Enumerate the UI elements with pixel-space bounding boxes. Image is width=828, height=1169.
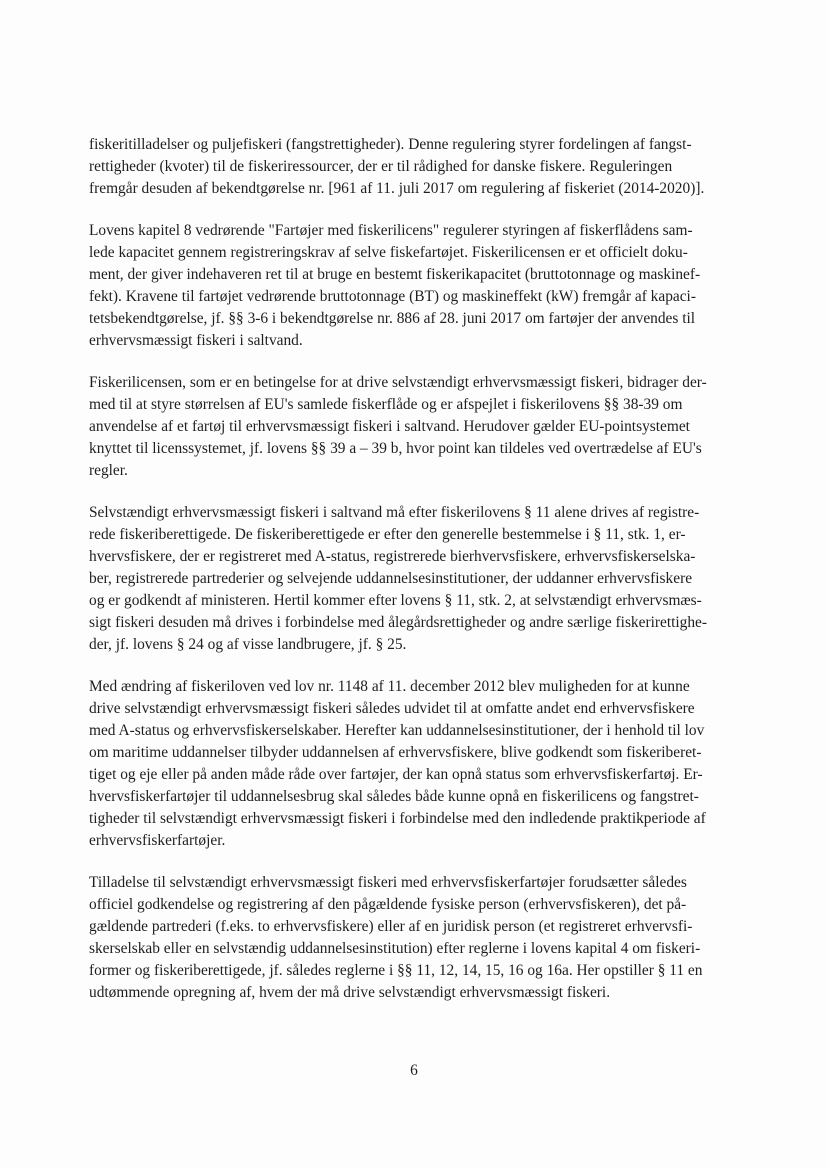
text-line: rettigheder (kvoter) til de fiskeriressourcer, der er til rådighed for danske fiskere. Reguleringen (89, 158, 673, 175)
text-line: om maritime uddannelser tilbyder uddannelsen af erhvervsfiskere, blive godkendt som fiskeriberet- (89, 744, 702, 761)
text-line: skerselskab eller en selvstændig uddannelsesinstitution) efter reglerne i lovens kapital 4 om fiskeri- (89, 940, 701, 957)
paragraph-1 (89, 134, 739, 200)
text-line: ber, registrerede partrederier og selvejende uddannelsesinstitutioner, der uddanner erhvervsfiskere (89, 570, 693, 587)
text-line: erhvervsfiskerfartøjer. (89, 832, 226, 849)
page-number: 6 (410, 1062, 418, 1079)
paragraph-6 (89, 872, 739, 1004)
text-line: sigt fiskeri desuden må drives i forbindelse med ålegårdsrettigheder og andre særlige fiskerirettighe- (89, 614, 707, 631)
paragraph-2 (89, 220, 739, 352)
paragraph-4 (89, 502, 739, 656)
text-line: rede fiskeriberettigede. De fiskeriberettigede er efter den generelle bestemmelse i § 11, stk. 1, er- (89, 526, 686, 543)
text-line: erhvervsmæssigt fiskeri i saltvand. (89, 332, 303, 349)
text-line: fiskeritilladelser og puljefiskeri (fangstrettigheder). Denne regulering styrer fordelingen af fangst- (89, 136, 692, 153)
text-line: hvervsfiskerfartøjer til uddannelsesbrug skal således både kunne opnå en fiskerilicens og fangstret- (89, 788, 699, 805)
text-line: med A-status og erhvervsfiskerselskaber. Herefter kan uddannelsesinstitutioner, der i henhold til lov (89, 722, 705, 739)
text-line: tiget og eje eller på anden måde råde over fartøjer, der kan opnå status som erhvervsfiskerfartøj. Er- (89, 766, 703, 783)
text-line: officiel godkendelse og registrering af den pågældende fysiske person (erhvervsfiskeren), det på- (89, 896, 687, 913)
text-line: Tilladelse til selvstændigt erhvervsmæssigt fiskeri med erhvervsfiskerfartøjer forudsætter således (89, 874, 687, 891)
text-line: former og fiskeriberettigede, jf. således reglerne i §§ 11, 12, 14, 15, 16 og 16a. Her opstiller § 11 en (89, 962, 703, 979)
text-line: Fiskerilicensen, som er en betingelse for at drive selvstændigt erhvervsmæssigt fiskeri, bidrager der- (89, 374, 707, 391)
text-line: ment, der giver indehaveren ret til at bruge en bestemt fiskerikapacitet (bruttotonnage og maskinef- (89, 266, 701, 283)
text-line: drive selvstændigt erhvervsmæssigt fiskeri således udvidet til at omfatte andet end erhvervsfiskere (89, 700, 695, 717)
text-line: Selvstændigt erhvervsmæssigt fiskeri i saltvand må efter fiskerilovens § 11 alene drives af registre- (89, 504, 700, 521)
text-line: Lovens kapitel 8 vedrørende "Fartøjer med fiskerilicens" regulerer styringen af fiskerflådens sam- (89, 222, 693, 239)
text-line: Med ændring af fiskeriloven ved lov nr. 1148 af 11. december 2012 blev muligheden for at kunne (89, 678, 690, 695)
text-line: fremgår desuden af bekendtgørelse nr. [961 af 11. juli 2017 om regulering af fiskeriet (2014-2020)]. (89, 180, 705, 197)
text-line: fekt). Kravene til fartøjet vedrørende bruttotonnage (BT) og maskineffekt (kW) fremgår af kapaci- (89, 288, 696, 305)
text-line: knyttet til licenssystemet, jf. lovens §§ 39 a – 39 b, hvor point kan tildeles ved overtrædelse af EU's (89, 440, 702, 457)
text-line: anvendelse af et fartøj til erhvervsmæssigt fiskeri i saltvand. Herudover gælder EU-pointsystemet (89, 418, 690, 435)
text-line: og er godkendt af ministeren. Hertil kommer efter lovens § 11, stk. 2, at selvstændigt erhvervsmæs- (89, 592, 702, 609)
text-line: gældende partrederi (f.eks. to erhvervsfiskere) eller af en juridisk person (et registreret erhvervsfi- (89, 918, 693, 935)
text-line: tigheder til selvstændigt erhvervsmæssigt fiskeri i forbindelse med den indledende praktikperiode af (89, 810, 706, 827)
document-body (89, 134, 739, 1024)
text-line: udtømmende opregning af, hvem der må drive selvstændigt erhvervsmæssigt fiskeri. (89, 984, 611, 1001)
text-line: tetsbekendtgørelse, jf. §§ 3-6 i bekendtgørelse nr. 886 af 28. juni 2017 om fartøjer der anvendes til (89, 310, 696, 327)
text-line: der, jf. lovens § 24 og af visse landbrugere, jf. § 25. (89, 636, 407, 653)
text-line: hvervsfiskere, der er registreret med A-status, registrerede bierhvervsfiskere, erhvervsfiskerselska- (89, 548, 696, 565)
text-line: med til at styre størrelsen af EU's samlede fiskerflåde og er afspejlet i fiskerilovens §§ 38-39 om (89, 396, 683, 413)
paragraph-5 (89, 676, 739, 852)
text-line: lede kapacitet gennem registreringskrav af selve fiskefartøjet. Fiskerilicensen er et officielt doku- (89, 244, 688, 261)
paragraph-3 (89, 372, 739, 482)
text-line: regler. (89, 462, 128, 479)
